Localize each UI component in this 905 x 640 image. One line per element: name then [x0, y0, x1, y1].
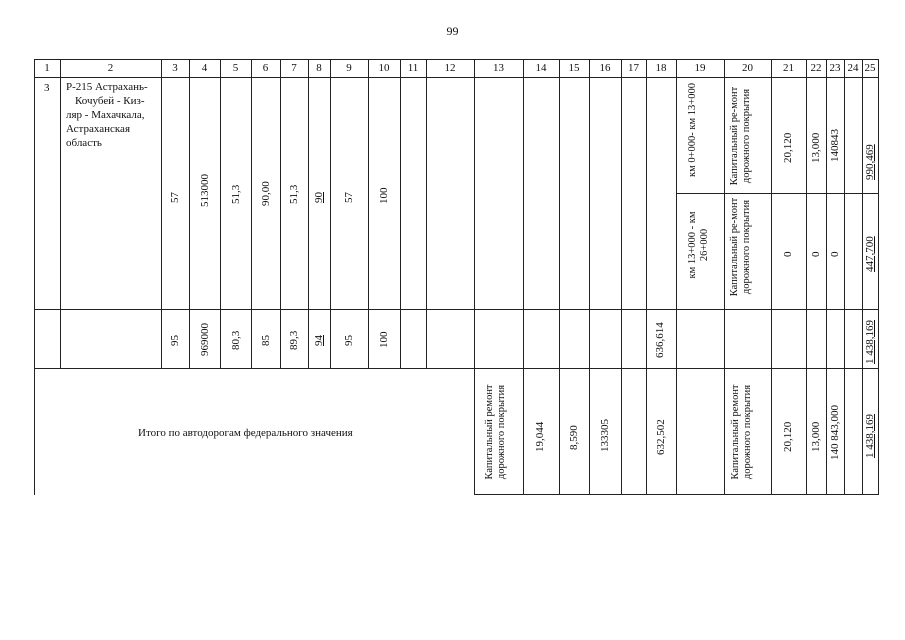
- total-col-5: 80,3: [230, 330, 242, 350]
- col-line-11: [426, 59, 427, 369]
- col-line-23: [844, 59, 845, 495]
- sub2-km: км 13+000 - км 26+000: [687, 211, 710, 279]
- header-col-14: 14: [535, 62, 547, 74]
- col-line-13: [523, 59, 524, 495]
- sub1-col-22: 13,000: [810, 132, 822, 163]
- header-col-2: 2: [107, 62, 114, 74]
- road-name-line-1: Р-215 Астрахань-: [66, 81, 148, 93]
- header-col-9: 9: [346, 62, 352, 74]
- col-line-16: [621, 59, 622, 495]
- federal-col-13: Капитальный ремонт дорожного покрытия: [484, 384, 507, 480]
- header-col-10: 10: [378, 62, 390, 74]
- col-line-17: [646, 59, 647, 495]
- header-col-15: 15: [568, 62, 580, 74]
- col-line-20: [771, 59, 772, 495]
- header-col-21: 21: [783, 62, 794, 74]
- col-line-7: [308, 59, 309, 369]
- page-number: 99: [446, 24, 459, 38]
- federal-col-21: 20,120: [782, 421, 794, 452]
- header-col-18: 18: [655, 62, 667, 74]
- col-line-4: [220, 59, 221, 369]
- col-line-2: [161, 59, 162, 369]
- header-col-17: 17: [628, 62, 639, 74]
- main-col-5: 51,3: [230, 184, 242, 204]
- federal-col-16: 133305: [599, 419, 611, 452]
- col-line-25: [878, 59, 879, 495]
- col-line-10: [400, 59, 401, 369]
- col-line-5: [251, 59, 252, 369]
- header-col-13: 13: [493, 62, 504, 74]
- sub1-col-23: 140843: [829, 129, 841, 162]
- federal-col-15: 8,590: [568, 425, 580, 450]
- col-line-19: [724, 59, 725, 495]
- header-col-25: 25: [864, 62, 876, 74]
- sub1-work-type: Капитальный ре-монт дорожного покрытия: [729, 86, 752, 186]
- col-line-15: [589, 59, 590, 495]
- header-col-8: 8: [316, 62, 322, 74]
- col-line-9: [368, 59, 369, 369]
- row-number: 3: [44, 82, 50, 94]
- header-col-1: 1: [44, 62, 50, 74]
- total-col-6: 85: [260, 335, 272, 346]
- header-col-6: 6: [262, 62, 269, 74]
- federal-col-20: Капитальный ремонт дорожного покрытия: [730, 384, 753, 480]
- header-col-4: 4: [201, 62, 208, 74]
- sub2-col-23: 0: [829, 251, 841, 257]
- road-name-line-2: Кочубей - Киз-: [75, 95, 145, 107]
- total-col-25: 1 438,169: [864, 320, 876, 364]
- header-col-12: 12: [444, 62, 456, 74]
- col-line-22: [826, 59, 827, 495]
- col-line-3: [189, 59, 190, 369]
- header-col-24: 24: [847, 62, 859, 74]
- main-col-6: 90,00: [260, 181, 272, 206]
- header-col-22: 22: [810, 62, 822, 74]
- col-line-18: [676, 59, 677, 495]
- federal-col-25: 1 438,169: [864, 414, 876, 458]
- sub2-col-21: 0: [782, 251, 794, 257]
- col-line-12: [474, 59, 475, 495]
- total-col-7: 89,3: [288, 330, 300, 350]
- col-line-8: [330, 59, 331, 369]
- total-col-9: 95: [343, 335, 355, 346]
- col-line-24: [862, 59, 863, 495]
- total-col-10: 100: [378, 331, 390, 348]
- sub2-work-type: Капитальный ре-монт дорожного покрытия: [729, 197, 752, 297]
- main-col-4: 513000: [199, 174, 211, 207]
- col-line-0: [34, 59, 35, 495]
- total-col-8: 94: [313, 335, 325, 346]
- header-col-19: 19: [694, 62, 706, 74]
- federal-col-23: 140 843,000: [829, 405, 841, 460]
- road-name-line-4: Астраханская: [66, 123, 131, 135]
- subrow-separator: [676, 193, 878, 194]
- header-col-11: 11: [407, 62, 419, 74]
- col-line-21: [806, 59, 807, 495]
- sub2-col-25: 447,700: [864, 236, 876, 272]
- road-name-line-5: область: [66, 137, 102, 149]
- header-col-7: 7: [291, 62, 297, 74]
- total-col-3: 95: [169, 335, 181, 346]
- federal-col-18: 632,502: [655, 419, 667, 455]
- federal-col-14: 19,044: [534, 421, 546, 452]
- total-col-4: 969000: [199, 323, 211, 356]
- federal-total-label: Итого по автодорогам федерального значения: [138, 427, 353, 439]
- header-col-3: 3: [172, 62, 178, 74]
- header-col-16: 16: [599, 62, 611, 74]
- header-col-23: 23: [829, 62, 841, 74]
- total-col-18: 636,614: [654, 322, 666, 358]
- col-line-6: [280, 59, 281, 369]
- sub1-km: км 0+000- км 13+000: [687, 83, 698, 177]
- main-col-9: 57: [343, 192, 355, 203]
- sub1-col-25: 990,469: [864, 144, 876, 180]
- header-col-5: 5: [232, 62, 239, 74]
- sub1-col-21: 20,120: [782, 132, 794, 163]
- col-line-1: [60, 59, 61, 369]
- road-name-line-3: ляр - Махачкала,: [66, 109, 145, 121]
- main-col-7: 51,3: [288, 184, 300, 204]
- main-col-10: 100: [378, 187, 390, 204]
- main-col-3: 57: [169, 192, 181, 203]
- federal-col-22: 13,000: [810, 421, 822, 452]
- header-col-20: 20: [742, 62, 753, 74]
- sub2-col-22: 0: [810, 251, 822, 257]
- col-line-14: [559, 59, 560, 495]
- main-col-8: 90: [313, 192, 325, 203]
